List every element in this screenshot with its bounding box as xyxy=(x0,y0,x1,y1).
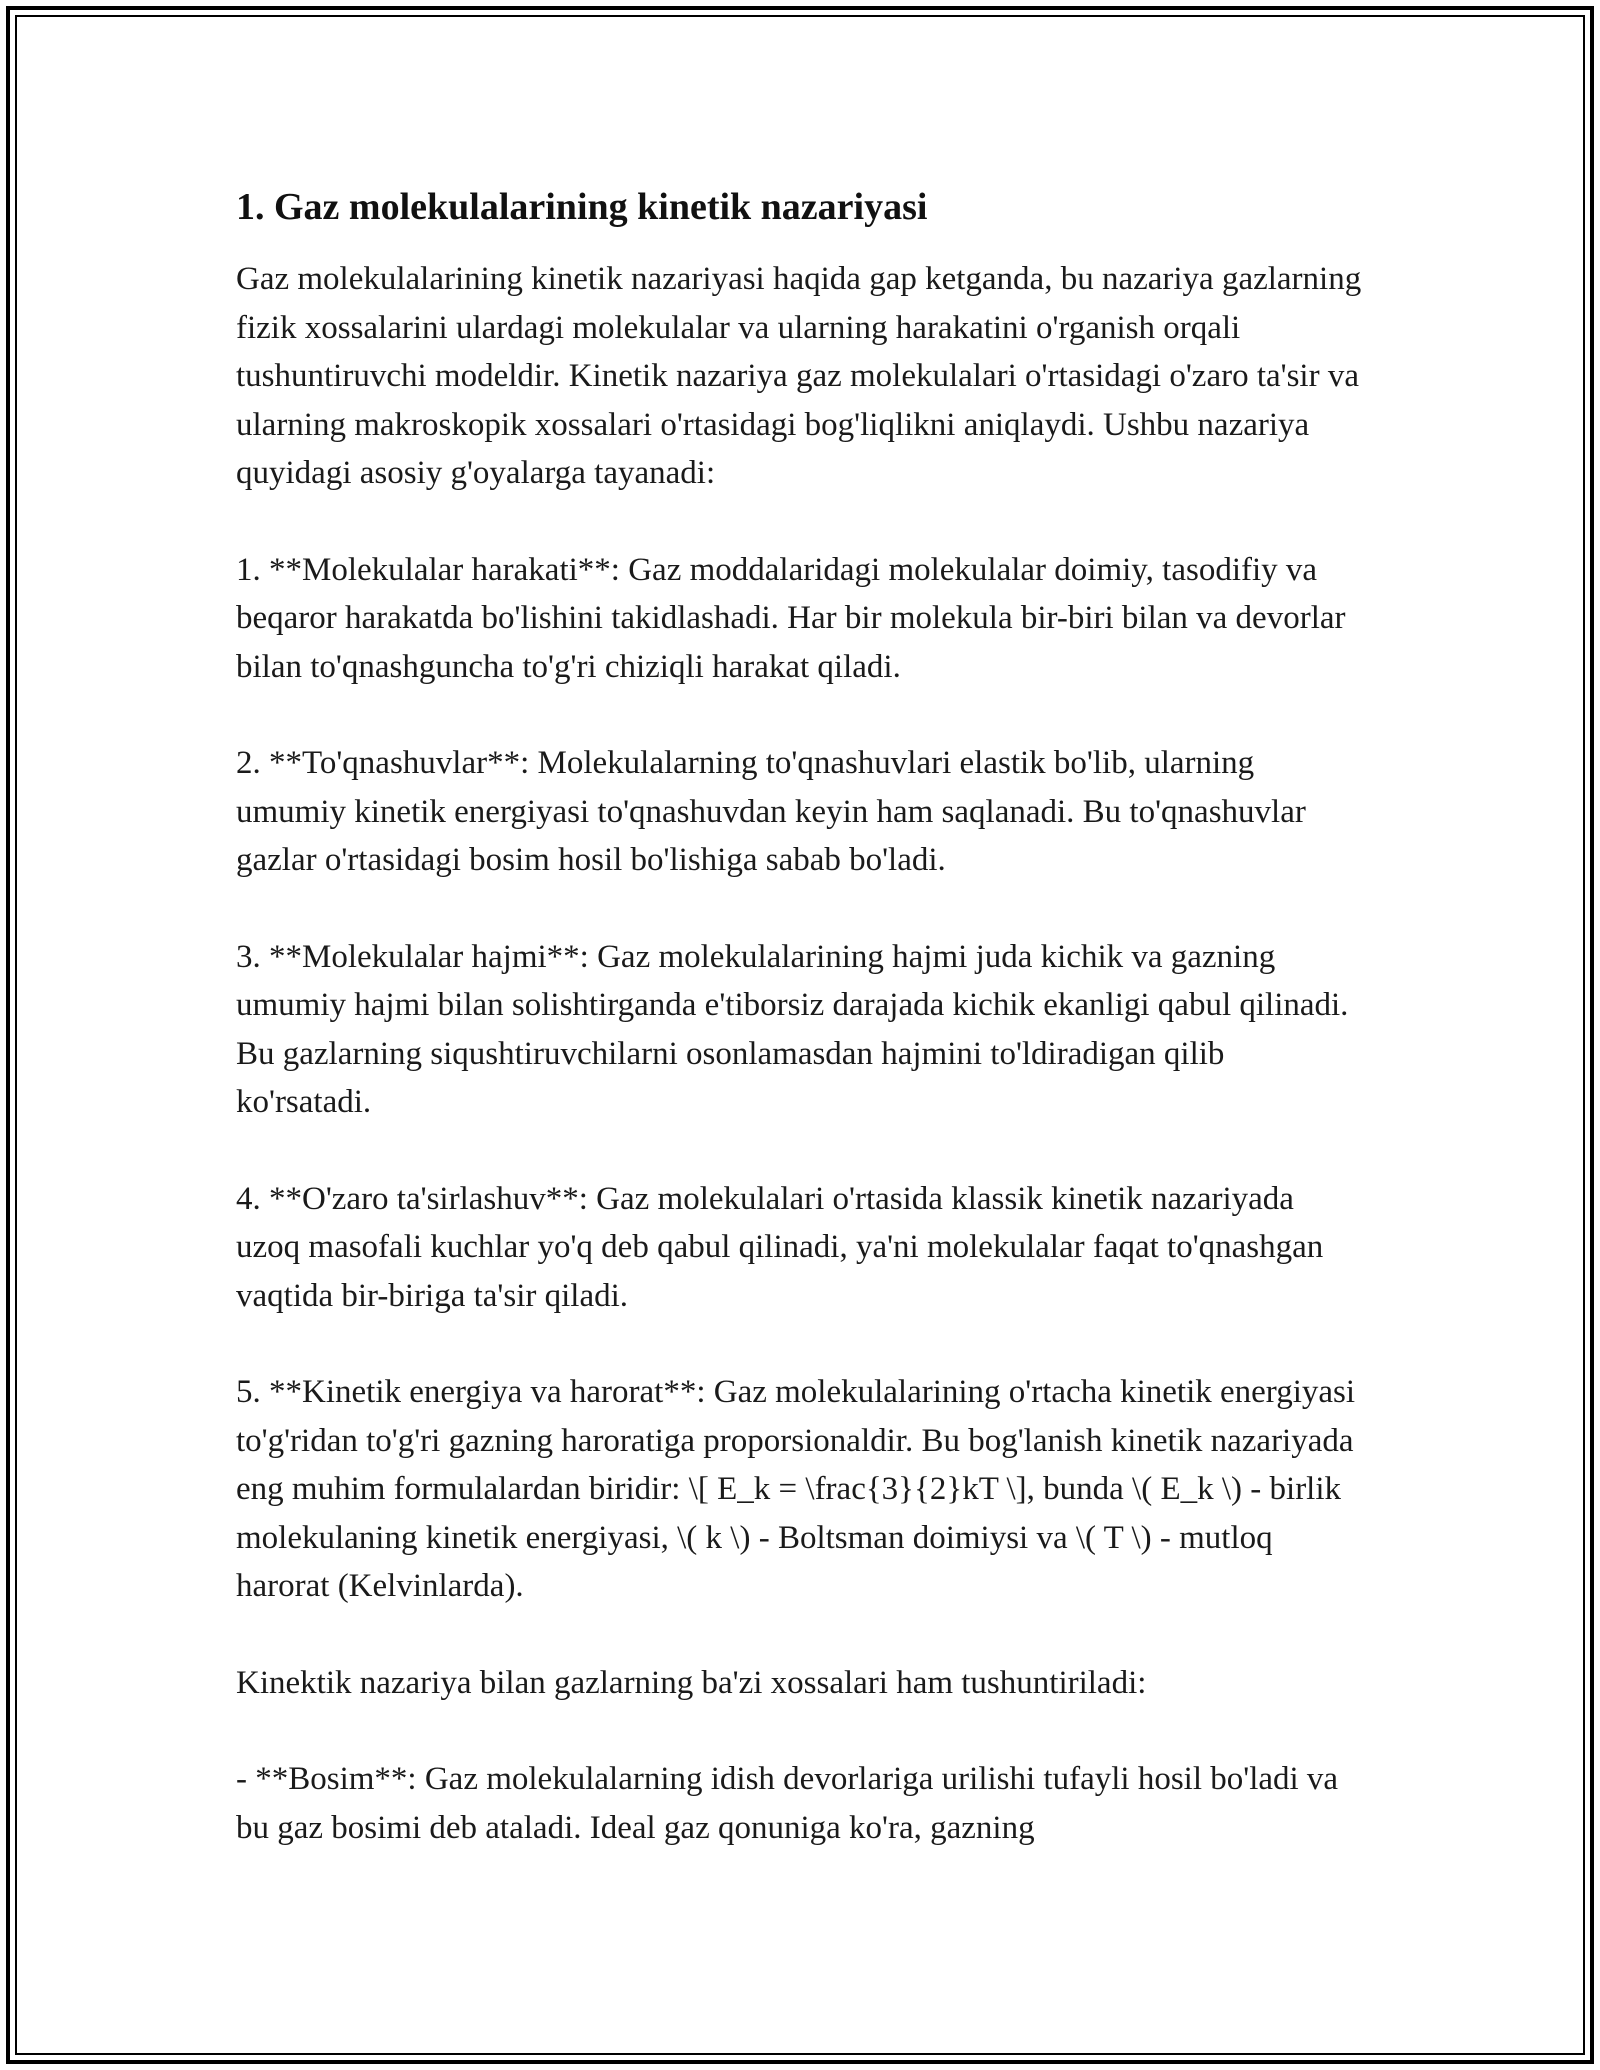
pressure-bullet-paragraph: - **Bosim**: Gaz molekulalarning idish devorlariga urilishi tufayli hosil bo'ladi va bu gaz bosimi deb ataladi. Ideal gaz qonuniga ko'ra, gazning xyxy=(236,1761,1339,1846)
point-4-paragraph: 4. **O'zaro ta'sirlashuv**: Gaz molekulalari o'rtasida klassik kinetik nazariyada uzoq masofali kuchlar yo'q deb qabul qilinadi, ya'ni molekulalar faqat to'qnashgan vaqtida bir-biriga ta'sir qiladi. xyxy=(236,1180,1324,1314)
document-title: 1. Gaz molekulalarining kinetik nazariyasi xyxy=(236,186,928,228)
intro-paragraph: Gaz molekulalarining kinetik nazariyasi haqida gap ketganda, bu nazariya gazlarning fizik xossalarini ulardagi molekulalar va ularning harakatini o'rganish orqali tushuntiruvchi modeldir. Kinetik nazariya gaz molekulalari o'rtasidagi o'zaro ta'sir va ularning makroskopik xossalari o'rtasidagi bog'liqlikni aniqlaydi. Ushbu nazariya quyidagi asosiy g'oyalarga tayanadi: xyxy=(236,261,1362,492)
properties-intro-paragraph: Kinektik nazariya bilan gazlarning ba'zi xossalari ham tushuntiriladi: xyxy=(236,1664,1147,1701)
document-body xyxy=(236,182,1366,1900)
point-2-paragraph: 2. **To'qnashuvlar**: Molekulalarning to'qnashuvlari elastik bo'lib, ularning umumiy kinetik energiyasi to'qnashuvdan keyin ham saqlanadi. Bu to'qnashuvlar gazlar o'rtasidagi bosim hosil bo'lishiga sabab bo'ladi. xyxy=(236,745,1306,879)
point-3-paragraph: 3. **Molekulalar hajmi**: Gaz molekulalarining hajmi juda kichik va gazning umumiy hajmi bilan solishtirganda e'tiborsiz darajada kichik ekanligi qabul qilinadi. Bu gazlarning siqushtiruvchilarni osonlamasdan hajmini to'ldiradigan qilib ko'rsatadi. xyxy=(236,938,1349,1121)
point-1-paragraph: 1. **Molekulalar harakati**: Gaz moddalaridagi molekulalar doimiy, tasodifiy va beqaror harakatda bo'lishini takidlashadi. Har bir molekula bir-biri bilan va devorlar bilan to'qnashguncha to'g'ri chiziqli harakat qiladi. xyxy=(236,551,1346,685)
point-5-paragraph: 5. **Kinetik energiya va harorat**: Gaz molekulalarining o'rtacha kinetik energiyasi to'g'ridan to'g'ri gazning haroratiga proporsionaldir. Bu bog'lanish kinetik nazariyada eng muhim formulalardan biridir: \[ E_k = \frac{3}{2}kT \], bunda \( E_k \) - birlik molekulaning kinetik energiyasi, \( k \) - Boltsman doimiysi va \( T \) - mutloq harorat (Kelvinlarda). xyxy=(236,1374,1356,1605)
